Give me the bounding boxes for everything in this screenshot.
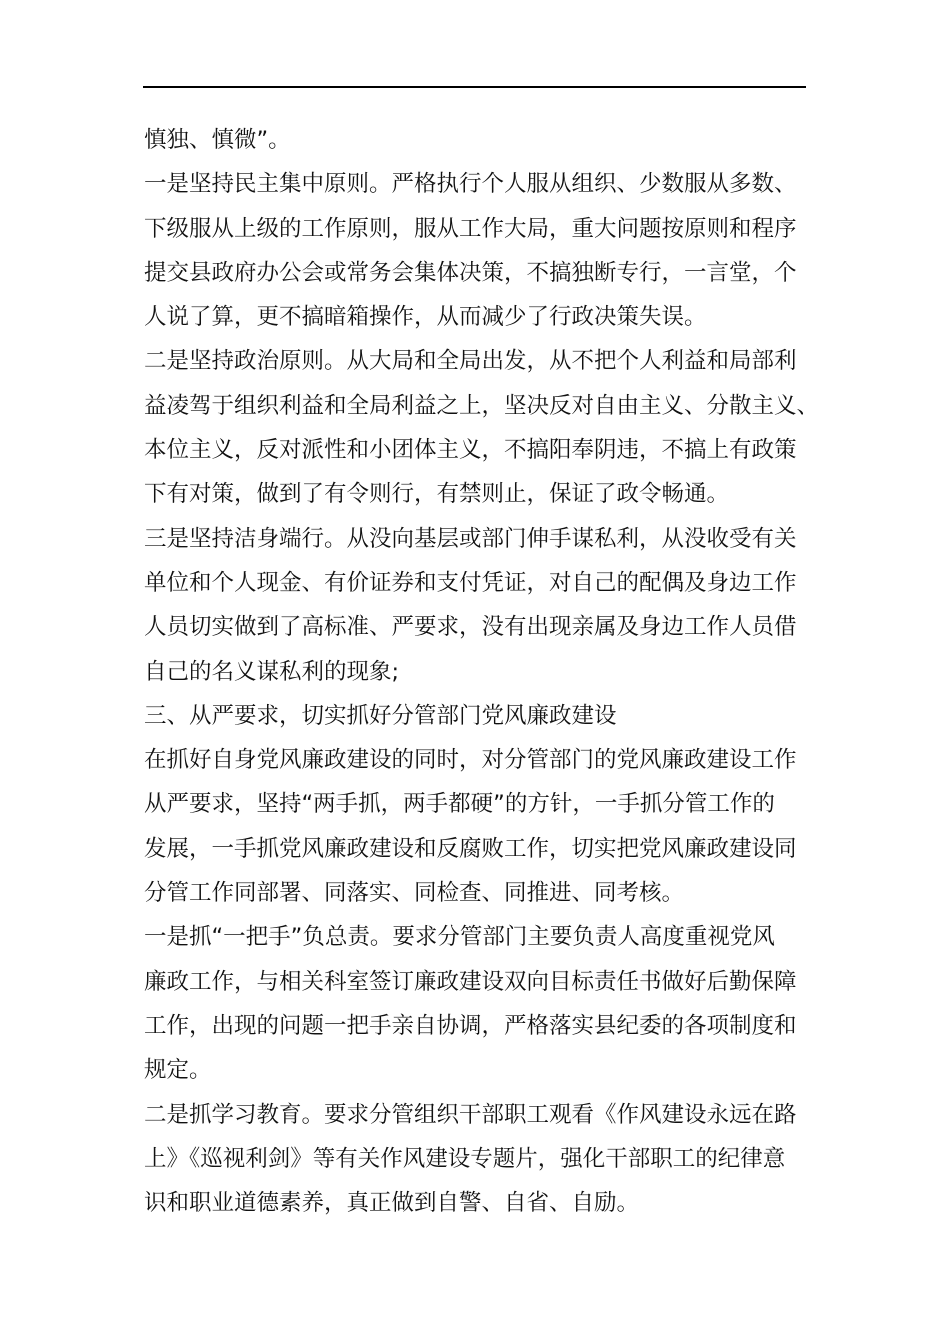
text-line: 本位主义，反对派性和小团体主义，不搞阳奉阴违，不搞上有政策: [144, 437, 797, 464]
text-line: 自己的名义谋私利的现象;: [144, 658, 400, 685]
text-line: 在抓好自身党风廉政建设的同时，对分管部门的党风廉政建设工作: [144, 747, 797, 774]
text-line: 发展，一手抓党风廉政建设和反腐败工作，切实把党风廉政建设同: [144, 835, 797, 862]
text-line: 上》《巡视利剑》等有关作风建设专题片，强化干部职工的纪律意: [144, 1145, 786, 1172]
text-line: 提交县政府办公会或常务会集体决策，不搞独断专行，一言堂，个: [144, 259, 797, 286]
text-line: 廉政工作，与相关科室签订廉政建设双向目标责任书做好后勤保障: [144, 968, 797, 995]
text-line: 从严要求，坚持“两手抓，两手都硬”的方针，一手抓分管工作的: [144, 791, 775, 818]
text-line: 分管工作同部署、同落实、同检查、同推进、同考核。: [144, 880, 685, 907]
text-line: 人说了算，更不搞暗箱操作，从而减少了行政决策失误。: [144, 304, 707, 331]
text-line: 二是坚持政治原则。从大局和全局出发，从不把个人利益和局部利: [144, 348, 797, 375]
document-body: [144, 118, 820, 1225]
text-line: 下有对策，做到了有令则行，有禁则止，保证了政令畅通。: [144, 481, 730, 508]
text-line: 一是抓“一把手”负总责。要求分管部门主要负责人高度重视党风: [144, 924, 775, 951]
text-line: 规定。: [144, 1057, 212, 1084]
text-line: 工作，出现的问题一把手亲自协调，严格落实县纪委的各项制度和: [144, 1012, 797, 1039]
text-line: 单位和个人现金、有价证券和支付凭证，对自己的配偶及身边工作: [144, 569, 797, 596]
text-line: 慎独、慎微”。: [144, 127, 291, 153]
section-heading: 三、从严要求，切实抓好分管部门党风廉政建设: [144, 702, 617, 729]
text-line: 人员切实做到了高标准、严要求，没有出现亲属及身边工作人员借: [144, 614, 797, 641]
text-line: 二是抓学习教育。要求分管组织干部职工观看《作风建设永远在路: [144, 1101, 797, 1128]
header-rule: [143, 86, 806, 88]
text-line: 益凌驾于组织利益和全局利益之上，坚决反对自由主义、分散主义、: [144, 392, 820, 419]
text-line: 下级服从上级的工作原则，服从工作大局，重大问题按原则和程序: [144, 215, 797, 242]
text-line: 识和职业道德素养，真正做到自警、自省、自励。: [144, 1190, 640, 1217]
text-line: 三是坚持洁身端行。从没向基层或部门伸手谋私利，从没收受有关: [144, 525, 797, 552]
text-line: 一是坚持民主集中原则。严格执行个人服从组织、少数服从多数、: [144, 171, 797, 198]
